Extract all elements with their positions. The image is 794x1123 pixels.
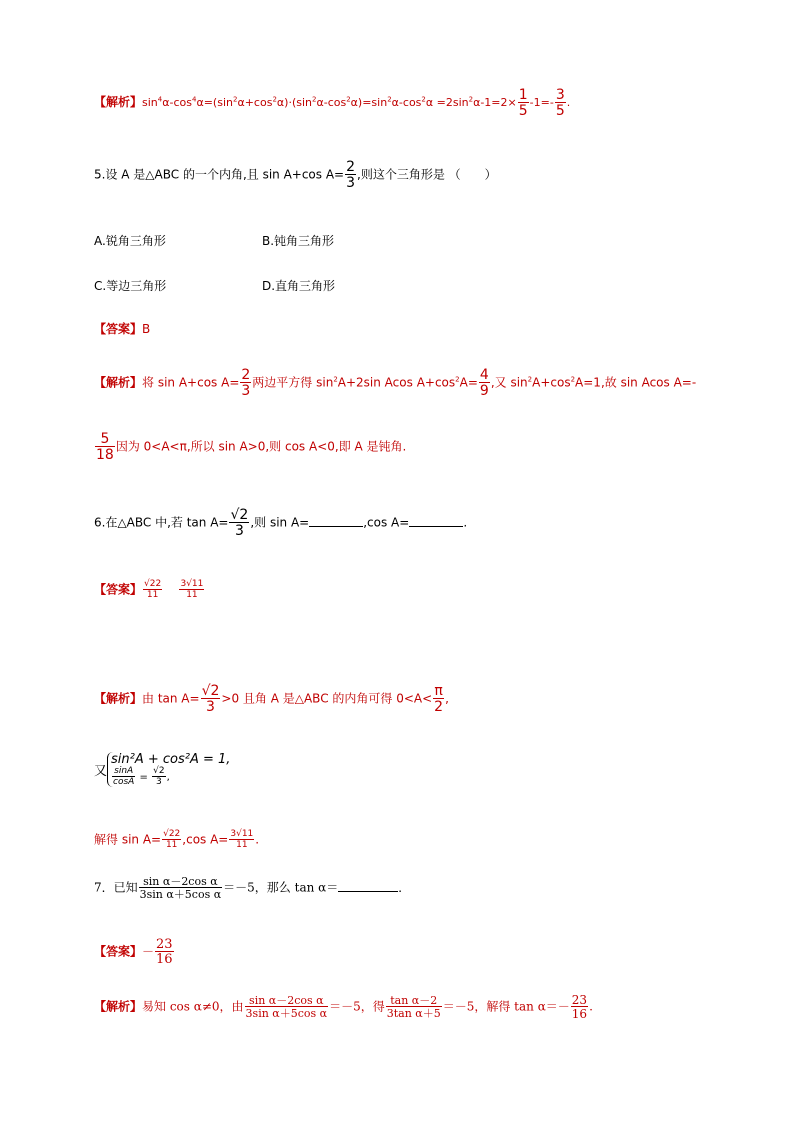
fraction: $\frac{\text{sin α－2cos α}}{\text{3sin α＋5cos α}}$ <box>139 875 222 901</box>
solution-5-line1: 【解析】将 sin A+cos A= $\frac{2}{3}$ 两边平方得 $\sin^2A+2\sin$ Acos $A+\cos^2A=$ $\frac{4}{9}$ ,又 $\sin^2A+\cos^2A=1$,故 sin Acos A=- <box>94 367 697 399</box>
fraction: $\frac{\pi}{2}$ <box>434 683 444 715</box>
equation-system: sin²A + cos²A = 1, $\frac{\sin A}{\cos A}$ = $\frac{√2}{3}$ , <box>107 752 230 787</box>
fraction: $\frac{\text{tan α－2}}{\text{3tan α＋5}}$ <box>386 994 441 1020</box>
solution-6-result: 解得 sin A= $\frac{√22}{11}$ ,cos A= $\frac{3√11}{11}$ . <box>94 829 260 850</box>
answer-7: 【答案】－ $\frac{23}{16}$ <box>94 937 173 967</box>
fraction: $\frac{5}{18}$ <box>96 431 114 463</box>
system-of-equations: 又 sin²A + cos²A = 1, $\frac{\sin A}{\cos A}$ = $\frac{√2}{3}$ , <box>94 752 231 787</box>
solution-7: 【解析】易知 cos α≠0，由 $\frac{\text{sin α－2cos α}}{\text{3sin α＋5cos α}}$ ＝－5，得 $\frac{\text{tan α－2}}{\text{3tan α＋5}}$ ＝－5，解得 tan α＝－ $\frac{23}{16}$ . <box>94 993 593 1021</box>
fraction: $\frac{3√11}{11}$ <box>180 579 204 600</box>
fraction: $\frac{23}{16}$ <box>571 993 588 1021</box>
question-7: 7．已知 $\frac{\text{sin α－2cos α}}{\text{3sin α＋5cos α}}$ ＝－5，那么 tan α＝ ． <box>94 875 411 901</box>
option-a: A.锐角三角形 <box>94 234 166 248</box>
solution-6-line1: 【解析】由 tan A= $\frac{√2}{3}$ >0 且角 A 是△ABC 的内角可得 0<A< $\frac{\pi}{2}$ , <box>94 683 449 715</box>
fraction: $\frac{\text{sin α－2cos α}}{\text{3sin α＋5cos α}}$ <box>245 994 328 1020</box>
question-5: 5.设 A 是△ABC 的一个内角,且 sin A+cos A= $\frac{2}{3}$ ,则这个三角形是 （ ） <box>94 159 497 191</box>
jiexi-label: 【解析】 <box>94 95 143 109</box>
blank-line <box>309 516 363 527</box>
option-d: D.直角三角形 <box>262 279 336 293</box>
fraction: $\frac{3√11}{11}$ <box>230 829 254 850</box>
option-c: C.等边三角形 <box>94 279 167 293</box>
fraction: $\frac{3}{5}$ <box>555 87 565 119</box>
fraction: $\frac{2}{3}$ <box>241 367 251 399</box>
option-b: B.钝角三角形 <box>262 234 335 248</box>
question-6: 6.在△ABC 中,若 tan A= $\frac{√2}{3}$ ,则 sin A= ,cos A= . <box>94 507 468 539</box>
fraction: $\frac{√22}{11}$ <box>163 829 181 850</box>
fraction: $\frac{1}{5}$ <box>518 87 528 119</box>
fraction: $\frac{2}{3}$ <box>346 159 356 191</box>
solution-line-prev: 【解析】$\sin^4\alpha-\cos^4\alpha=(\sin^2\alpha+\cos^2\alpha)\cdot(\sin^2\alpha-\cos^2\alpha)=\sin^2\alpha-\cos^2\alpha =2\sin^2\alpha-1=2\times$ $\frac{1}{5}$ -1=- $\frac{3}{5}$ . <box>94 87 571 119</box>
fraction: $\frac{4}{9}$ <box>479 367 489 399</box>
blank-line <box>338 881 398 892</box>
fraction: $\frac{√2}{3}$ <box>230 507 249 539</box>
fraction: $\frac{√22}{11}$ <box>144 579 162 600</box>
fraction: $\frac{23}{16}$ <box>156 937 173 967</box>
fraction: $\frac{√2}{3}$ <box>201 683 220 715</box>
answer-6: 【答案】 $\frac{√22}{11}$ $\frac{3√11}{11}$ <box>94 579 204 600</box>
solution-5-line2: $\frac{5}{18}$ 因为 0<A<π,所以 sin A>0,则 cos A<0,即 A 是钝角. <box>96 431 407 463</box>
blank-line <box>409 516 463 527</box>
answer-5: 【答案】B <box>94 322 151 336</box>
